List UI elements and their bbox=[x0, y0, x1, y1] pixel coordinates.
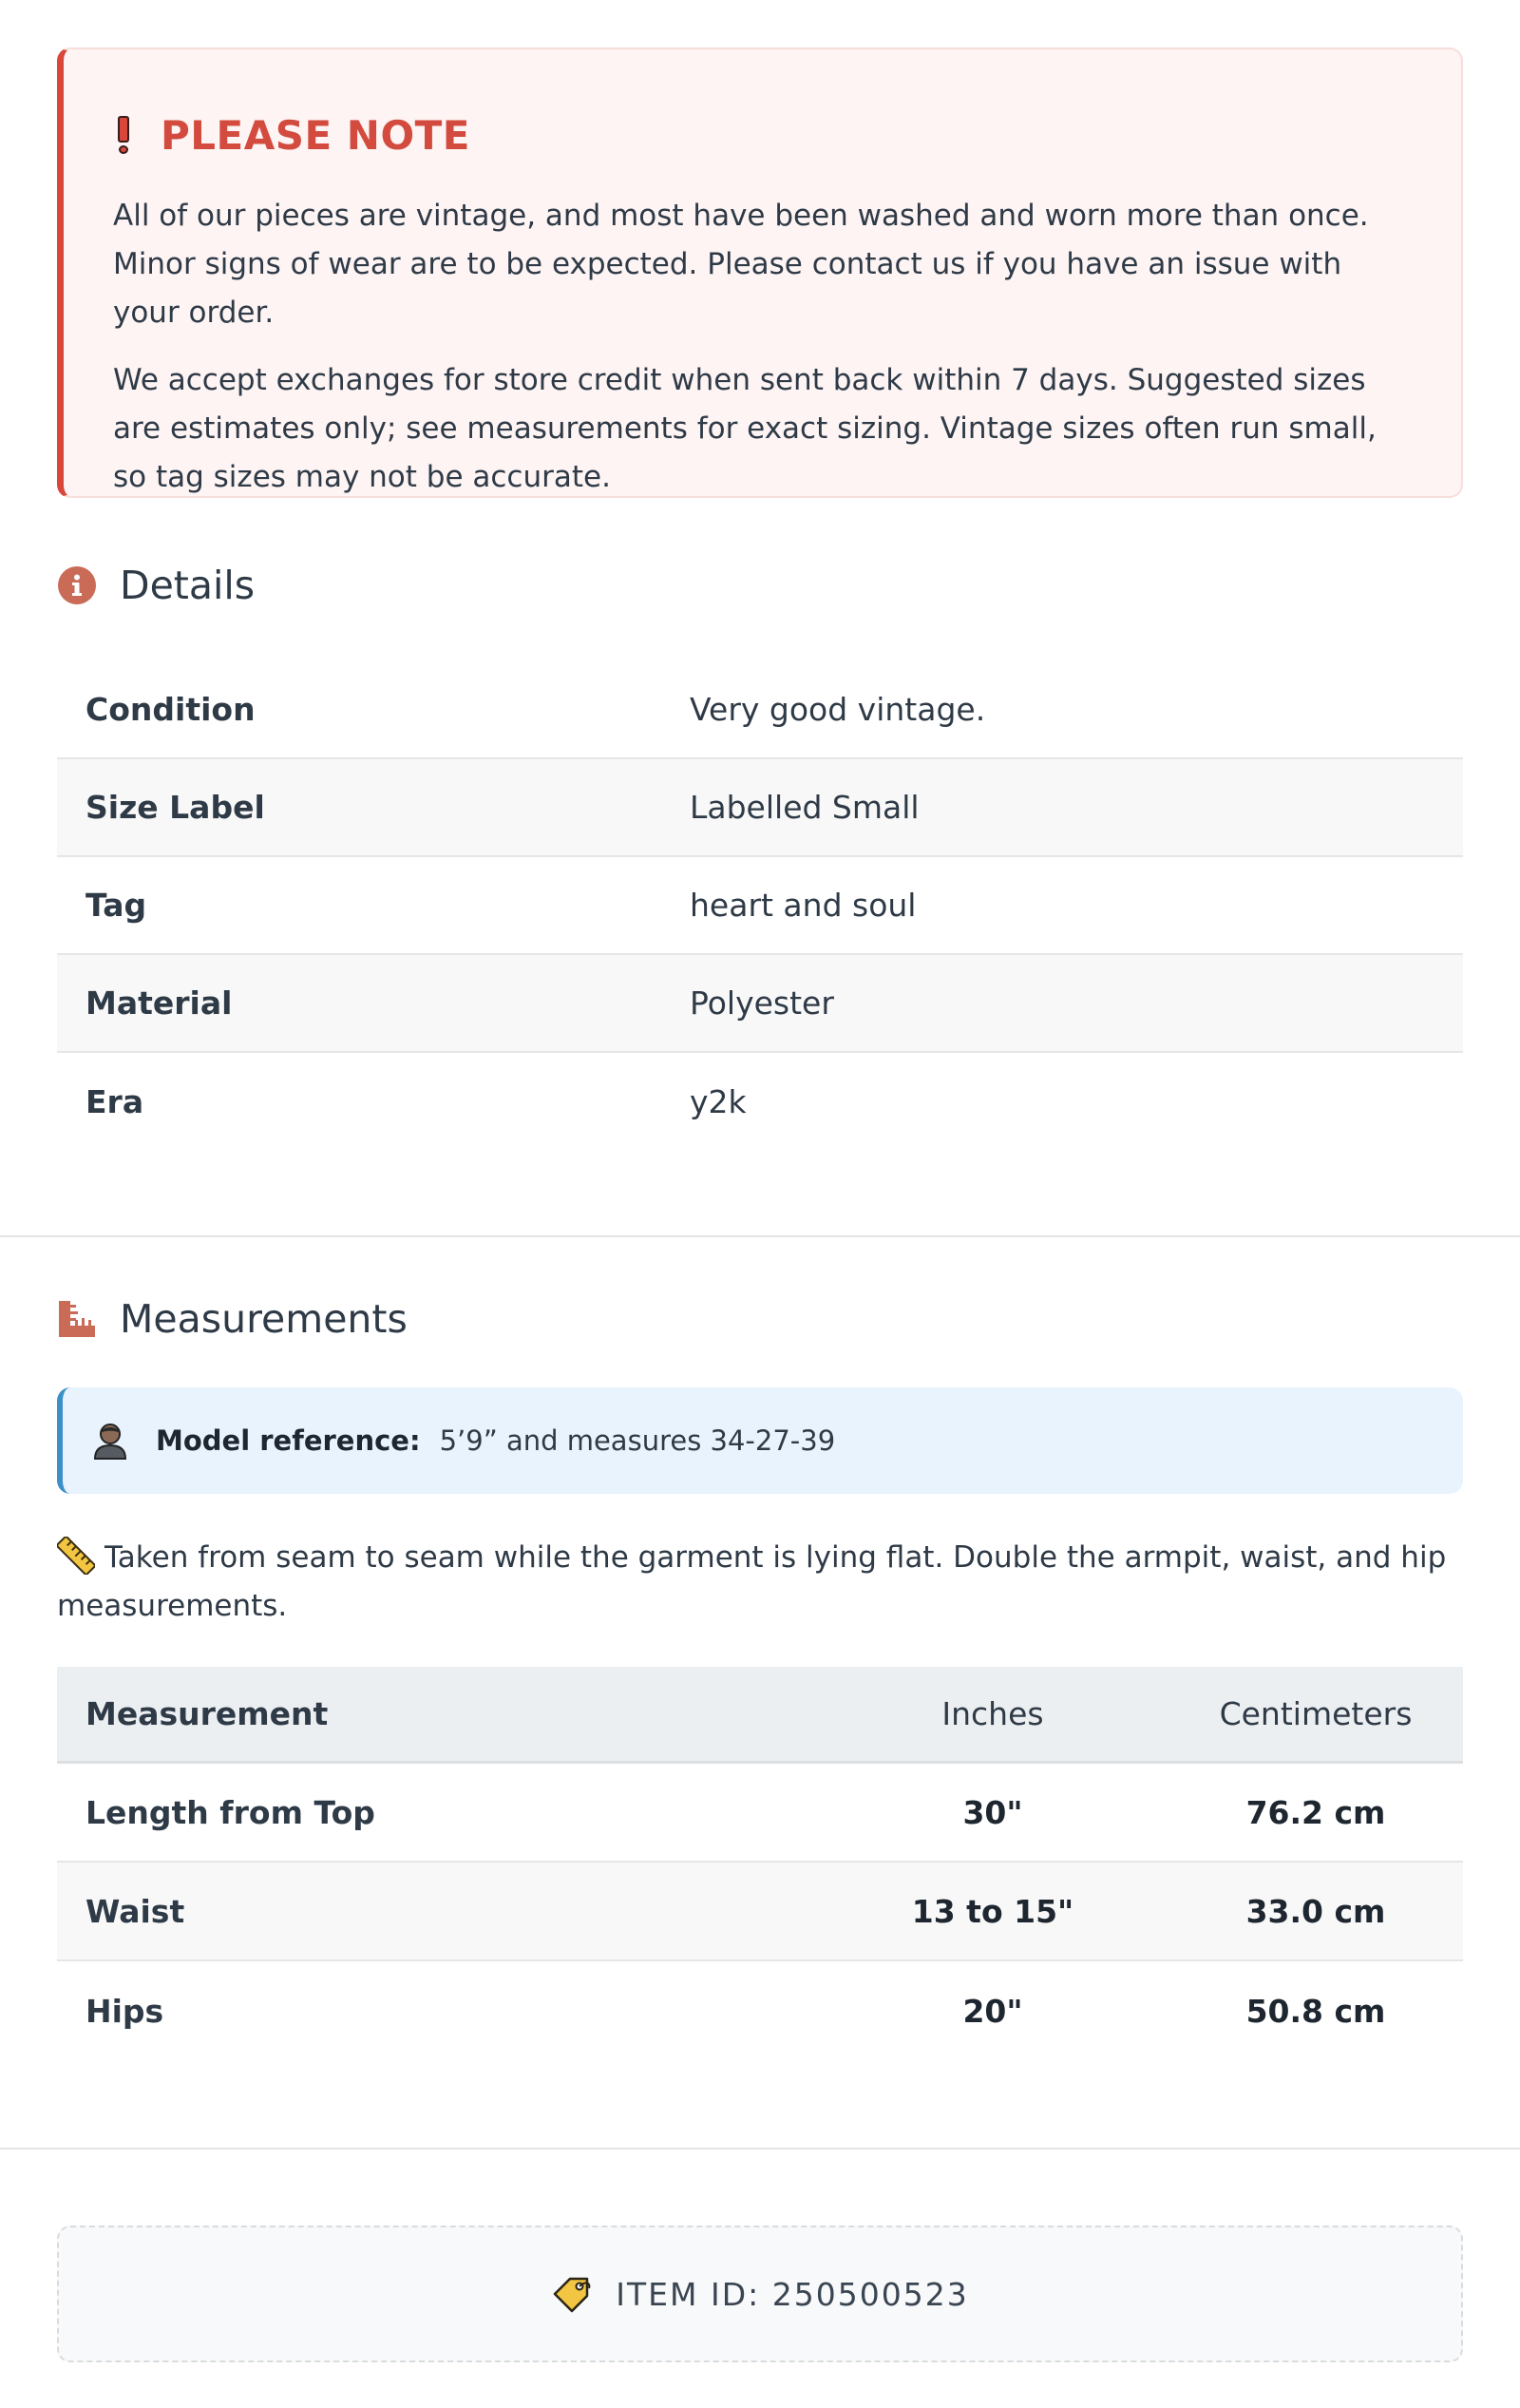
measurement-inches: 30" bbox=[962, 1793, 1023, 1831]
person-icon bbox=[93, 1422, 127, 1460]
model-reference-value: 5’9” and measures 34-27-39 bbox=[439, 1424, 836, 1457]
measurement-note-text: Taken from seam to seam while the garment is lying flat. Double the armpit, waist, and hip measurements. bbox=[57, 1540, 1447, 1623]
measurement-note bbox=[57, 1534, 1463, 1631]
measurement-cm: 33.0 cm bbox=[1245, 1892, 1386, 1930]
column-header-inches: Inches bbox=[941, 1695, 1044, 1732]
column-header-measurement: Measurement bbox=[86, 1695, 329, 1732]
table-row bbox=[57, 1764, 1463, 1863]
item-id-text: ITEM ID: 250500523 bbox=[616, 2275, 969, 2313]
detail-label: Condition bbox=[86, 691, 256, 728]
tag-icon bbox=[551, 2273, 593, 2315]
table-row bbox=[57, 955, 1463, 1053]
details-table bbox=[57, 661, 1463, 1151]
model-reference-label: Model reference: bbox=[156, 1424, 421, 1457]
measurement-cm: 50.8 cm bbox=[1245, 1992, 1386, 2030]
detail-value: Very good vintage. bbox=[690, 691, 986, 728]
measurements-header bbox=[57, 1290, 408, 1347]
detail-label: Material bbox=[86, 984, 233, 1022]
section-divider bbox=[0, 2148, 1520, 2150]
ruler-icon bbox=[57, 1299, 97, 1339]
item-id-box bbox=[57, 2226, 1463, 2362]
measurement-name: Hips bbox=[86, 1992, 164, 2030]
table-row bbox=[57, 1863, 1463, 1961]
please-note-paragraph: All of our pieces are vintage, and most have been washed and worn more than once. Minor signs of wear are to be expected. Please contact us if you have an issue with your order. bbox=[113, 199, 1369, 330]
exclamation-icon bbox=[117, 116, 130, 154]
detail-label: Era bbox=[86, 1083, 144, 1120]
table-row bbox=[57, 1961, 1463, 2060]
details-header bbox=[57, 557, 255, 614]
detail-label: Tag bbox=[86, 887, 147, 924]
detail-value: Polyester bbox=[690, 984, 834, 1022]
detail-value: heart and soul bbox=[690, 887, 917, 924]
table-row bbox=[57, 1053, 1463, 1151]
table-row bbox=[57, 759, 1463, 857]
info-icon bbox=[57, 565, 97, 605]
measurements-title: Measurements bbox=[120, 1296, 408, 1342]
column-header-centimeters: Centimeters bbox=[1219, 1695, 1413, 1732]
detail-value: y2k bbox=[690, 1083, 747, 1120]
please-note-box bbox=[57, 48, 1463, 498]
table-row bbox=[57, 661, 1463, 759]
model-reference-box bbox=[57, 1387, 1463, 1494]
section-divider bbox=[0, 1235, 1520, 1237]
table-header-row bbox=[57, 1667, 1463, 1764]
table-row bbox=[57, 857, 1463, 955]
detail-value: Labelled Small bbox=[690, 789, 920, 826]
details-title: Details bbox=[120, 563, 256, 608]
detail-label: Size Label bbox=[86, 789, 265, 826]
measurement-cm: 76.2 cm bbox=[1245, 1793, 1386, 1831]
measurement-inches: 20" bbox=[962, 1992, 1023, 2030]
please-note-title: PLEASE NOTE bbox=[161, 111, 470, 159]
straight-ruler-icon bbox=[57, 1537, 95, 1575]
measurements-table bbox=[57, 1667, 1463, 2060]
measurement-inches: 13 to 15" bbox=[911, 1892, 1074, 1930]
measurement-name: Length from Top bbox=[86, 1793, 375, 1831]
measurement-name: Waist bbox=[86, 1892, 185, 1930]
please-note-header bbox=[113, 108, 1414, 162]
please-note-paragraph: We accept exchanges for store credit when sent back within 7 days. Suggested sizes are estimates only; see measurements for exact sizing. Vintage sizes often run small, so tag sizes may not be accurate. bbox=[113, 363, 1377, 494]
